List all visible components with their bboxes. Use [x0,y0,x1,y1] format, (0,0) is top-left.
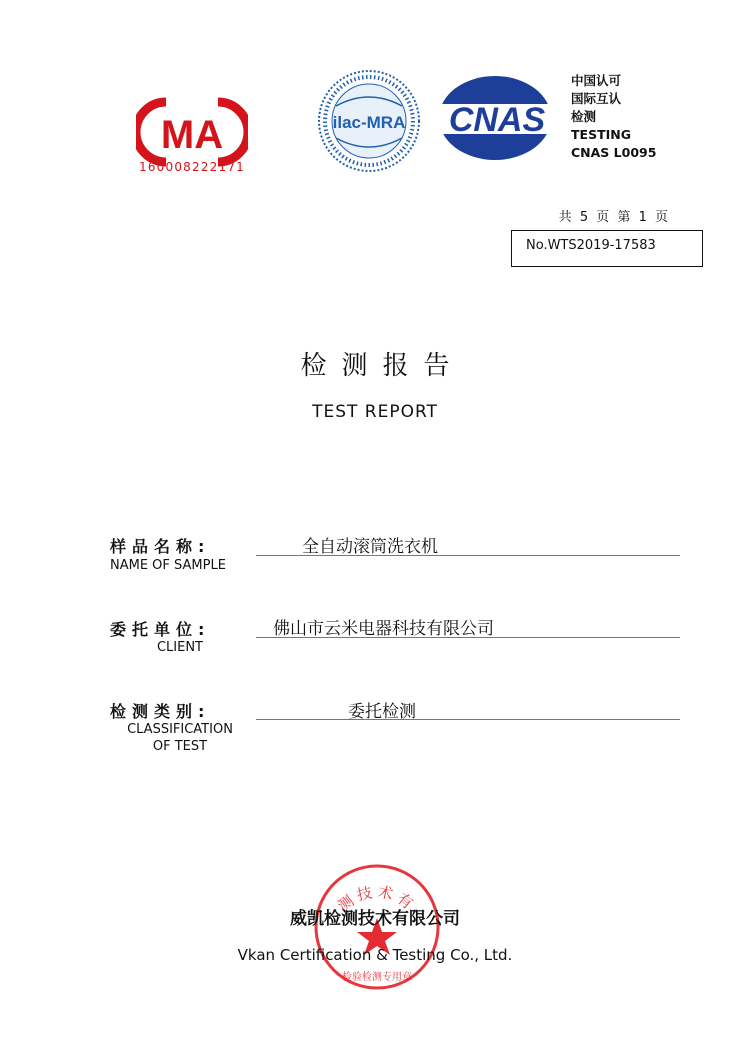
report-title-cn: 检测报告 [300,351,465,381]
cnas-logo-text: CNAS [448,101,546,139]
seal-top-text: 测技术有 [334,882,420,916]
page-total-suffix: 页 [596,210,610,225]
cnas-line: 检测 [571,109,597,124]
sample-name-label-en: NAME OF SAMPLE [110,558,226,573]
report-number: No.WTS2019-17583 [526,238,656,253]
cma-number: 160008222171 [138,160,246,174]
classification-label-en-line1: CLASSIFICATION [127,722,233,737]
page-current-suffix: 页 [654,210,668,225]
cnas-line: 中国认可 [571,73,622,88]
page-total: 5 [579,210,589,225]
page-count [520,206,670,225]
company-name-cn: 威凯检测技术有限公司 [290,909,460,929]
client-label-en: CLIENT [156,640,204,655]
classification-value: 委托检测 [348,702,416,722]
page-current: 1 [638,210,647,225]
classification-label-en-line2: OF TEST [152,739,208,754]
client-label-cn: 委托单位: [110,620,211,639]
cma-logo-text: MA [160,113,224,157]
report-title-en: TEST REPORT [312,402,438,422]
sample-name-value: 全自动滚筒洗衣机 [302,537,438,557]
sample-name-label-cn: 样品名称: [110,537,211,556]
client-value: 佛山市云米电器科技有限公司 [273,619,494,639]
cnas-line: TESTING [571,127,631,142]
classification-label-en [110,721,250,755]
cnas-line: 国际互认 [571,91,622,106]
page-total-prefix: 共 [558,210,572,225]
cnas-accreditation-text [571,72,656,162]
client-underline [256,637,680,638]
ilac-mra-logo [316,68,422,174]
company-name-en: Vkan Certification & Testing Co., Ltd. [237,946,513,964]
page-current-prefix: 第 [617,210,631,225]
classification-underline [256,719,680,720]
seal-bottom-text: 检验检测专用章 [342,972,412,983]
cnas-logo [437,74,557,164]
sample-name-underline [256,555,680,556]
ilac-logo-text: ilac-MRA [332,113,406,132]
classification-label-cn: 检测类别: [110,702,211,721]
cnas-line: CNAS L0095 [571,145,657,160]
